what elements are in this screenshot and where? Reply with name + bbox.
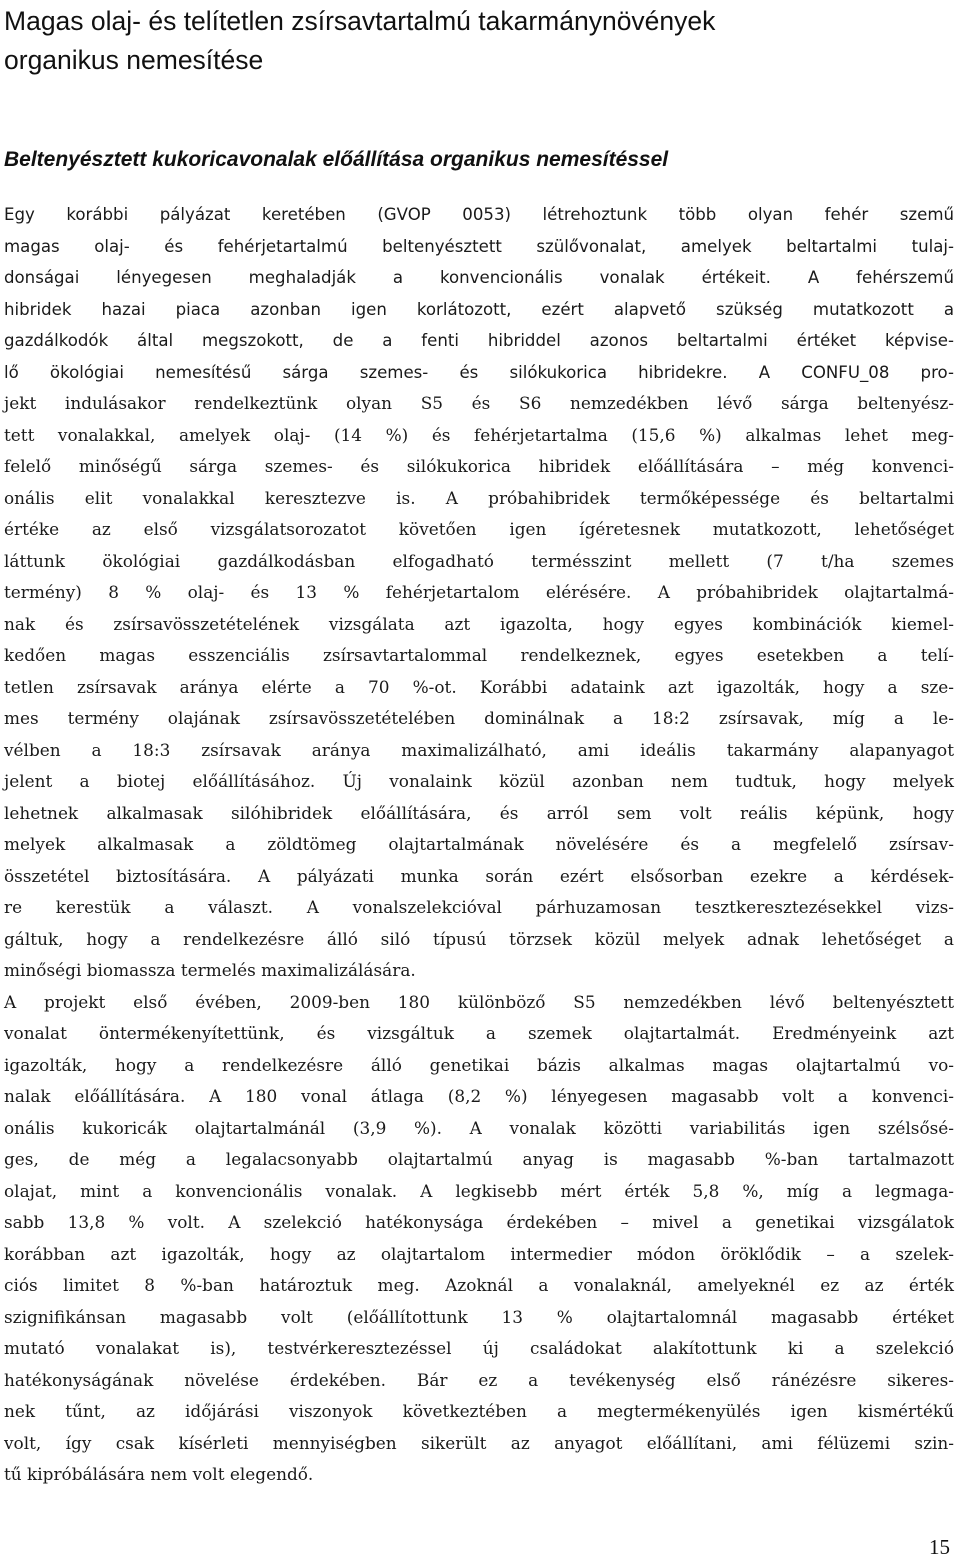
text-line: olajat, mint a konvencionális vonalak. A legkisebb mért érték 5,8 %, míg a legmaga- [4, 1180, 954, 1201]
text-line: tett vonalakkal, amelyek olaj- (14 %) és fehérjetartalma (15,6 %) alkalmas lehet meg- [4, 424, 954, 445]
text-line: gazdálkodók által megszokott, de a fenti hibriddel azonos beltartalmi értéket képvise- [4, 331, 954, 350]
text-line: nalak előállítására. A 180 vonal átlaga (8,2 %) lényegesen magasabb volt a konvenci- [4, 1086, 954, 1106]
text-line: re kerestük a választ. A vonalszelekcióval párhuzamosan tesztkeresztezésekkel vizs- [4, 897, 954, 917]
page-number: 15 [929, 1535, 950, 1559]
text-line: tű kipróbálására nem volt elegendő. [4, 1464, 314, 1484]
text-line: onális elit vonalakkal keresztezve is. A próbahibridek termőképessége és beltartalmi [4, 487, 954, 508]
section-subtitle: Beltenyésztett kukoricavonalak előállítása organikus nemesítéssel [4, 148, 669, 171]
text-line: igazolták, hogy a rendelkezésre álló genetikai bázis alkalmas magas olajtartalmú vo- [4, 1054, 954, 1075]
text-line: Egy korábbi pályázat keretében (GVOP 0053) létrehoztunk több olyan fehér szemű [4, 205, 954, 224]
text-line: magas olaj- és fehérjetartalmú beltenyésztett szülővonalat, amelyek beltartalmi tulaj- [4, 236, 954, 256]
text-line: nek tűnt, az időjárási viszonyok következtében a megtermékenyülés igen kismértékű [4, 1401, 954, 1421]
text-line: mes termény olajának zsírsavösszetételében dominálnak a 18:2 zsírsavak, míg a le- [4, 708, 954, 728]
text-line: vélben a 18:3 zsírsavak aránya maximalizálható, ami ideális takarmány alapanyagot [4, 739, 954, 760]
text-line: nak és zsírsavösszetételének vizsgálata azt igazolta, hogy egyes kombinációk kiemel- [4, 613, 954, 634]
text-line: gáltuk, hogy a rendelkezésre álló siló típusú törzsek közül melyek adnak lehetőséget a [4, 928, 954, 949]
text-line: lehetnek alkalmasak silóhibridek előállítására, és arról sem volt reális képünk, hogy [4, 802, 954, 823]
text-line: minőségi biomassza termelés maximalizálására. [4, 960, 416, 980]
text-line: láttunk ökológiai gazdálkodásban elfogadható termésszint mellett (7 t/ha szemes [4, 550, 954, 571]
text-line: donságai lényegesen meghaladják a konvencionális vonalak értékeit. A fehérszemű [4, 268, 954, 287]
text-line: volt, így csak kísérleti mennyiségben sikerült az anyagot előállítani, ami félüzemi szin- [4, 1432, 954, 1453]
text-line: A projekt első évében, 2009-ben 180 különböző S5 nemzedékben lévő beltenyésztett [4, 991, 954, 1012]
title-line: organikus nemesítése [4, 45, 264, 75]
text-line: összetétel biztosítására. A pályázati munka során ezért elsősorban ezekre a kérdések- [4, 865, 954, 886]
text-line: jelent a biotej előállításához. Új vonalaink közül azonban nem tudtuk, hogy melyek [4, 771, 954, 791]
text-line: ciós limitet 8 %-ban határoztuk meg. Azoknál a vonalaknál, amelyeknél ez az érték [4, 1275, 954, 1295]
text-line: szignifikánsan magasabb volt (előállítottunk 13 % olajtartalomnál magasabb értéket [4, 1306, 954, 1327]
text-line: kedően magas esszenciális zsírsavtartalommal rendelkeznek, egyes esetekben a telí- [4, 645, 954, 665]
text-line: sabb 13,8 % volt. A szelekció hatékonysága érdekében – mivel a genetikai vizsgálatok [4, 1212, 954, 1232]
text-line: tetlen zsírsavak aránya elérte a 70 %-ot. Korábbi adataink azt igazolták, hogy a sze- [4, 676, 954, 697]
text-line: termény) 8 % olaj- és 13 % fehérjetartalom elérésére. A próbahibridek olajtartalmá- [4, 582, 954, 602]
text-line: hatékonyságának növelése érdekében. Bár ez a tevékenység első ránézésre sikeres- [4, 1369, 954, 1390]
text-line: felelő minőségű sárga szemes- és silókukorica hibridek előállítására – még konvenci- [4, 456, 954, 476]
text-line: hibridek hazai piaca azonban igen korlátozott, ezért alapvető szükség mutatkozott a [4, 299, 954, 319]
text-line: melyek alkalmasak a zöldtömeg olajtartalmának növelésére és a megfelelő zsírsav- [4, 834, 954, 854]
text-line: mutató vonalakat is), testvérkeresztezéssel új családokat alakítottunk ki a szelekció [4, 1338, 954, 1358]
text-line: vonalat öntermékenyítettünk, és vizsgáltuk a szemek olajtartalmát. Eredményeink azt [4, 1023, 954, 1043]
text-line: ges, de még a legalacsonyabb olajtartalmú anyag is magasabb %-ban tartalmazott [4, 1149, 954, 1169]
text-line: korábban azt igazolták, hogy az olajtartalom intermedier módon öröklődik – a szelek- [4, 1243, 954, 1264]
title-line: Magas olaj- és telítetlen zsírsavtartalmú takarmánynövények [4, 6, 716, 36]
body-paragraph-2 [4, 388, 954, 1491]
text-line: lő ökológiai nemesítésű sárga szemes- és silókukorica hibridekre. A CONFU_08 pro- [4, 362, 954, 382]
body-paragraph-1 [4, 199, 954, 388]
page-title [4, 2, 944, 80]
text-line: értéke az első vizsgálatsorozatot követően igen ígéretesnek mutatkozott, lehetőséget [4, 519, 954, 539]
text-line: jekt indulásakor rendelkeztünk olyan S5 és S6 nemzedékben lévő sárga beltenyész- [4, 393, 954, 413]
text-line: onális kukoricák olajtartalmánál (3,9 %). A vonalak közötti variabilitás igen szélsősé- [4, 1117, 954, 1138]
